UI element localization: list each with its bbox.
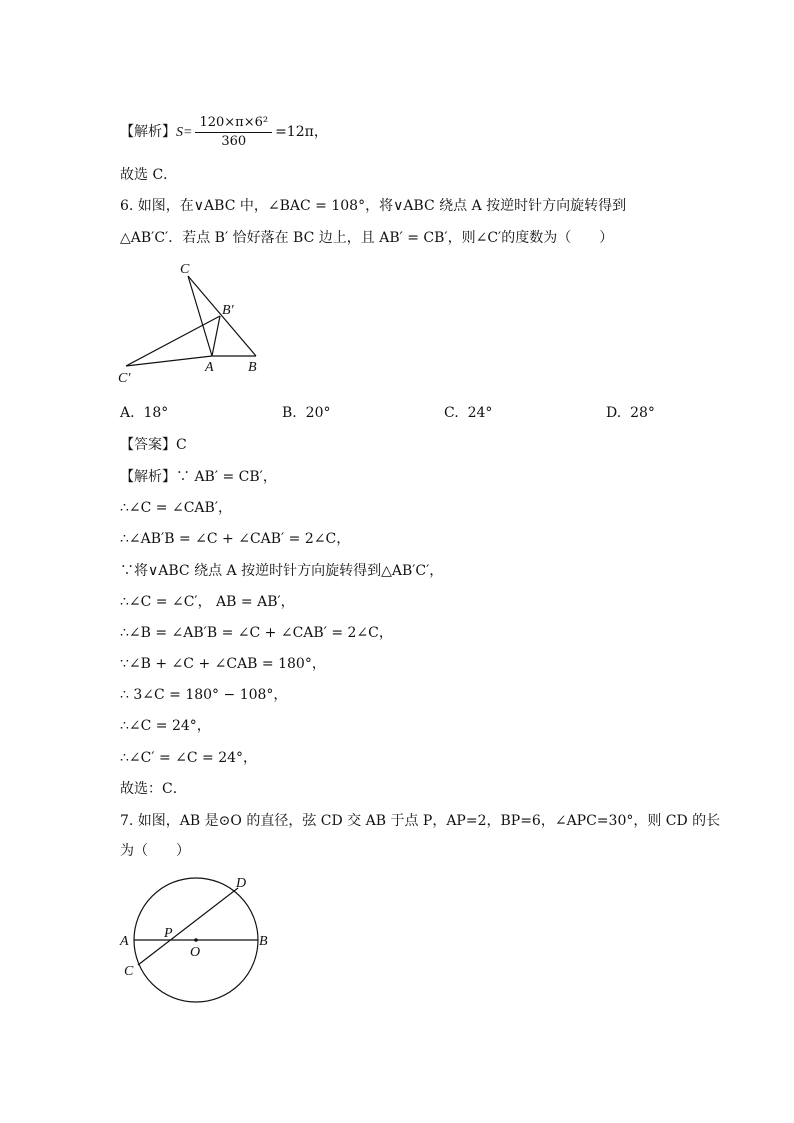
label-o: O (190, 945, 201, 960)
segment-ab-prime (212, 316, 220, 356)
area-fraction (195, 114, 272, 151)
analysis-step-1: 【解析】∵ AB′ = CB′， (120, 469, 277, 485)
question-6-line-1: 6. 如图，在∨ABC 中，∠BAC = 108°，将∨ABC 绕点 A 按逆时针方向旋转得到 (120, 198, 627, 214)
option-c: C. 24° (444, 405, 493, 421)
question-7-figure (110, 870, 280, 1015)
label-c-prime: C′ (118, 371, 131, 386)
segment-c-prime-a (126, 356, 212, 366)
analysis-step-3: ∴∠AB′B = ∠C + ∠CAB′ = 2∠C， (120, 531, 351, 547)
chord-cd (138, 888, 238, 965)
analysis-step-8: ∴ 3∠C = 180° − 108°， (120, 687, 288, 703)
analysis-step-11: 故选：C． (120, 781, 187, 797)
analysis-step-4: ∵将∨ABC 绕点 A 按逆时针方向旋转得到△AB′C′， (120, 563, 444, 579)
question-6-line-2: △AB′C′．若点 B′ 恰好落在 BC 边上，且 AB′ = CB′，则∠C′的度数为（ ） (120, 230, 614, 246)
question-7-line-2: 为（ ） (120, 843, 190, 859)
answer-line: 【答案】C (120, 437, 187, 453)
solution-conclusion: 故选 C． (120, 167, 178, 183)
segment-c-prime-b-prime (126, 316, 220, 366)
area-symbol: S= (176, 125, 193, 140)
option-d: D. 28° (606, 405, 655, 421)
label-c: C (124, 964, 134, 979)
label-p: P (164, 926, 173, 941)
label-c: C (180, 262, 190, 277)
analysis-step-10: ∴∠C′ = ∠C = 24°， (120, 750, 258, 766)
option-b: B. 20° (282, 405, 331, 421)
label-b-prime: B′ (222, 303, 234, 318)
analysis-step-5: ∴∠C = ∠C′， AB = AB′， (120, 594, 295, 610)
solution-area-formula (120, 112, 328, 153)
option-a: A. 18° (120, 405, 169, 421)
question-6-figure (110, 258, 280, 388)
analysis-step-7: ∵∠B + ∠C + ∠CAB = 180°， (120, 656, 326, 672)
fraction-numerator: 120×π×6² (195, 114, 272, 133)
label-a: A (120, 934, 129, 949)
label-a: A (205, 360, 214, 375)
segment-ca (188, 276, 212, 356)
area-result: =12π， (275, 124, 328, 140)
fraction-denominator: 360 (221, 133, 247, 149)
analysis-tag: 【解析】 (120, 124, 176, 140)
label-d: D (236, 876, 247, 891)
center-point-o (194, 938, 198, 942)
label-b: B (259, 934, 268, 949)
analysis-step-9: ∴∠C = 24°， (120, 718, 211, 734)
label-b: B (248, 360, 257, 375)
question-7-line-1: 7. 如图，AB 是⊙O 的直径，弦 CD 交 AB 于点 P，AP=2，BP=6，∠APC=30°，则 CD 的长 (120, 813, 721, 829)
analysis-step-2: ∴∠C = ∠CAB′， (120, 500, 232, 516)
analysis-step-6: ∴∠B = ∠AB′B = ∠C + ∠CAB′ = 2∠C， (120, 625, 393, 641)
